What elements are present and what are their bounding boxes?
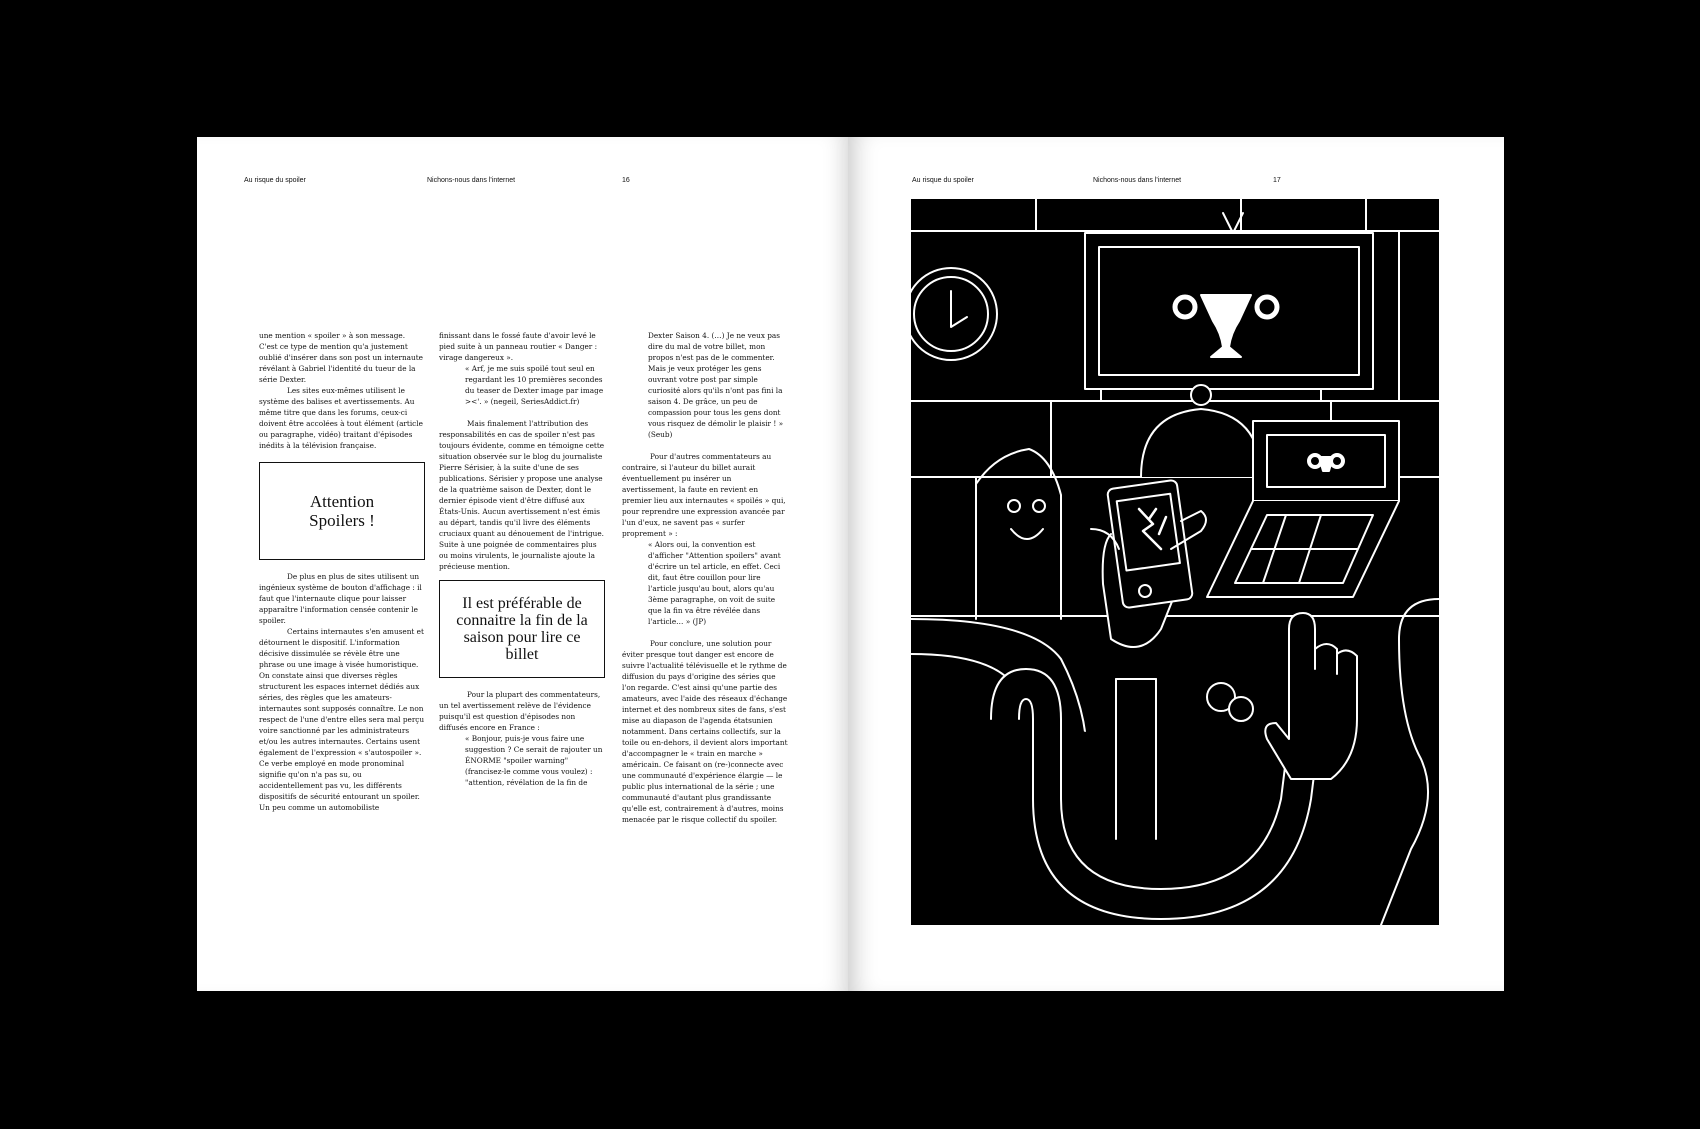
face-icon xyxy=(976,449,1061,619)
text-column-2 xyxy=(439,330,605,788)
pointing-hand-icon xyxy=(1265,613,1357,779)
quote: « Alors oui, la convention est d'afficher "Attention spoilers" avant d'écrire un tel article, en effet. Ceci dit, faut être couillon pour lire l'article jusqu'au bout, alors qu'au 3ème paragraphe, on voit de suite que la fin va être révélée dans l'article… » (JP) xyxy=(648,540,781,626)
quote-continued: Dexter Saison 4. (…) Je ne veux pas dire du mal de votre billet, mon propos n'est pas de le commenter. Mais je veux protéger les gens ouvrant votre post par simple curiosité alors qu'ils n'ont pas fini la saison 4. De grâce, un peu de compassion pour tous les gens dont vous risquez de démolir le plaisir ! » (Seub) xyxy=(648,331,784,439)
page-number: 17 xyxy=(1273,177,1281,184)
paragraph: Mais finalement l'attribution des responsabilités en cas de spoiler n'est pas toujours évidente, comme en témoigne cette situation observée sur le blog du journaliste Pierre Sérisier, à la suite d'une de ses publications. Sérisier y propose une analyse de la quatrième saison de Dexter, dont le dernier épisode vient d'être diffusé aux États-Unis. Aucun avertissement n'est émis au départ, tandis qu'il livre des éléments cruciaux quant au dénouement de l'intrigue. Suite à une poignée de commentaires plus ou moins virulents, le journaliste ajoute la précieuse mention. xyxy=(439,419,605,571)
paragraph: Certains internautes s'en amusent et détournent le dispositif. L'information décisive dissimulée se révèle être une phrase ou une image à visée humoristique. On constate ainsi que diverses règles structurent les espaces internet dédiés aux séries, des règles que les amateurs-internautes sont supposés connaître. Le non respect de l'une d'entre elles sera mal perçu voire sanctionné par les administrateurs et/ou les autres internautes. Certains usent également de l'expression « s'autospoiler ». Ce verbe employé en mode pronominal signifie qu'on n'a pas su, ou accidentellement pas vu, les différents dispositifs de sécurité entourant un spoiler. Un peu comme un automobiliste xyxy=(259,627,425,812)
page-number: 16 xyxy=(622,177,630,184)
quote: « Bonjour, puis-je vous faire une suggestion ? Ce serait de rajouter un ÉNORME "spoiler warning" (francisez-le comme vous voulez) : "attention, révélation de la fin de xyxy=(465,734,603,787)
left-page xyxy=(197,137,848,991)
right-page xyxy=(848,137,1504,991)
paragraph: finissant dans le fossé faute d'avoir levé le pied suite à un panneau routier « Danger : virage dangereux ». xyxy=(439,331,598,362)
spoiler-warning-line-1: Attention xyxy=(309,492,375,511)
paragraph: Pour conclure, une solution pour éviter presque tout danger est encore de suivre l'actualité télévisuelle et le rythme de diffusion du pays d'origine des séries que l'on regarde. C'est ainsi qu'une partie des amateurs, avec l'aide des réseaux d'échange internet et des nombreux sites de fans, s'est mise au diapason de l'agenda étatsunien notamment. Dans certains collectifs, sur la toile ou en-dehors, il devient alors important d'accompagner le « train en marche » américain. Ce faisant on (re-)connecte avec une communauté d'expérience élargie — le public plus international de la série ; une communauté d'autant plus grandissante qu'elle est, contrairement à d'autres, moins menacée par le risque collectif du spoiler. xyxy=(622,639,788,824)
end-of-season-warning-box xyxy=(439,580,605,678)
spoiler-warning-line-2: Spoilers ! xyxy=(309,511,375,530)
paragraph: une mention « spoiler » à son message. C'est ce type de mention qu'a justement oublié d'insérer dans son post un internaute révélant à Gabriel l'identité du tueur de la série Dexter. xyxy=(259,331,423,384)
text-column-1 xyxy=(259,330,425,813)
paragraph: Pour la plupart des commentateurs, un tel avertissement relève de l'évidence puisqu'il est question d'épisodes non diffusés encore en France : xyxy=(439,690,601,732)
text-column-3 xyxy=(622,330,788,825)
illustration xyxy=(911,199,1439,925)
paragraph: Pour d'autres commentateurs au contraire, si l'auteur du billet aurait éventuellement pu insérer un avertissement, la faute en revient en premier lieu aux internautes « spoilés » qui, pour reprendre une expression avancée par l'un d'eux, ne savent pas « surfer proprement » : xyxy=(622,452,786,538)
paragraph: Les sites eux-mêmes utilisent le système des balises et avertissements. Au même titre que dans les forums, ceux-ci doivent être accolées à tout élément (article ou paragraphe, vidéo) traitant d'épisodes inédits à la télévision française. xyxy=(259,386,423,450)
running-header-chapter-title: Nichons-nous dans l'internet xyxy=(1093,177,1182,184)
balls xyxy=(1207,683,1253,721)
paragraph: De plus en plus de sites utilisent un ingénieux système de bouton d'affichage : il faut que l'internaute clique pour laisser apparaître l'information censée contenir le spoiler. xyxy=(259,572,422,625)
end-of-season-warning-text: Il est préférable de connaitre la fin de la saison pour lire ce billet xyxy=(456,595,588,663)
running-header-book-title: Au risque du spoiler xyxy=(912,177,974,184)
running-header-chapter-title: Nichons-nous dans l'internet xyxy=(427,177,516,184)
smartphone-icon xyxy=(1091,480,1206,647)
wall-clock-icon xyxy=(911,268,997,360)
spoiler-warning-box xyxy=(259,462,425,560)
running-header-book-title: Au risque du spoiler xyxy=(244,177,306,184)
quote: « Arf, je me suis spoilé tout seul en regardant les 10 premières secondes du teaser de Dexter image par image ><'. » (negeil, SeriesAddict.fr) xyxy=(465,364,604,406)
u-shape xyxy=(991,669,1316,919)
